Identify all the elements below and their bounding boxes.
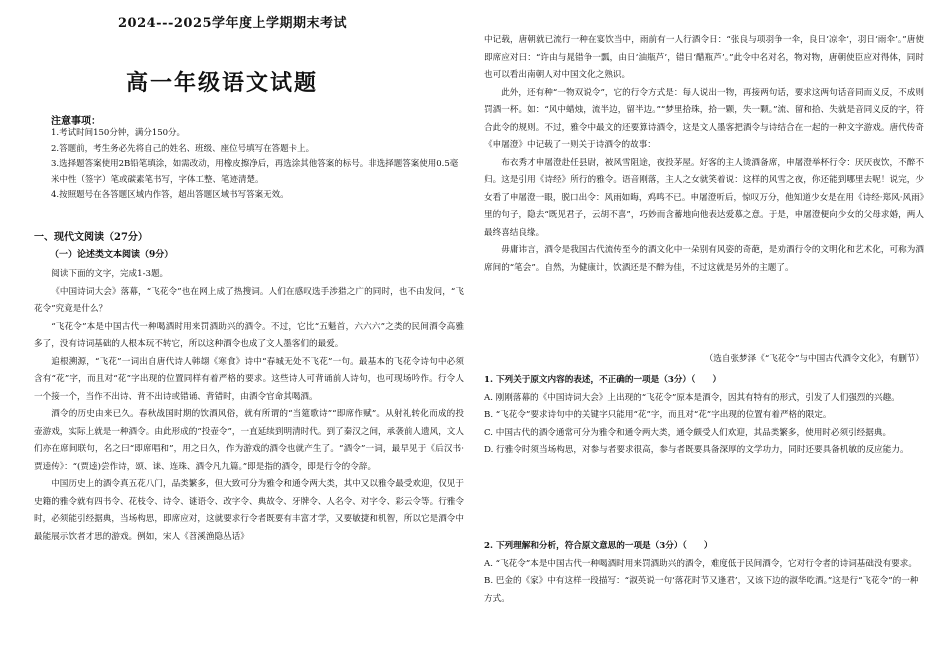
notice-list <box>51 126 461 204</box>
passage-source: （选自张梦泽《“飞花令”与中国古代酒令文化》，有删节） <box>704 354 924 364</box>
question-option: B. 巴金的《家》中有这样一段描写：“淑英说一句‘落花时节又逢君’，又该下边的淑华吃酒。”这是行“飞花令”的一种方式。 <box>484 576 919 604</box>
question-option: A. 刚刚落幕的《中国诗词大会》上出现的“飞花令”原本是酒令，因其有特有的形式，引发了人们强烈的兴趣。 <box>484 392 900 403</box>
passage-paragraph: 酒令的历史由来已久。春秋战国时期的饮酒风俗，就有所谓的“当筵歌诗”“即席作赋”。从射礼转化而成的投壶游戏，实际上就是一种酒令。由此形成的“投壶令”，一直延续到明清时代。到了秦汉之间，承袭前人遗风，文人们亦在席间联句，名之曰“即席唱和”，用之日久，作为游戏的酒令也就产生了。“酒令”一词，最早见于《后汉书·贾逵传》：“(贾逵)尝作诗，颂、诔、连珠、酒令凡九篇。”即是指的酒令，即是行令的令辞。 <box>34 409 464 472</box>
notice-item: 4.按照题号在各答题区域内作答，超出答题区域书写答案无效。 <box>51 190 289 200</box>
subsection-title: （一）论述类文本阅读（9分） <box>50 250 174 260</box>
question-1 <box>484 372 924 460</box>
question-option: D. 行雅令时须当场构思，对参与者要求很高，参与者既要具备深厚的文学功力，同时还要具备机敏的反应能力。 <box>484 445 909 455</box>
passage-paragraph: 阅读下面的文字，完成1-3题。 <box>51 269 169 279</box>
passage-paragraph: 毋庸讳言，酒令是我国古代流传至今的酒文化中一朵别有风姿的奇葩，是劝酒行令的文明化和艺术化，可称为酒席间的“笔会”。自然，为健康计，饮酒还是不醉为佳，不过这就是另外的主题了。 <box>484 245 924 273</box>
reading-passage-left <box>34 266 464 546</box>
passage-paragraph: “飞花令”本是中国古代一种喝酒时用来罚酒助兴的酒令。不过，它比“五魁首，六六六”之类的民间酒令高雅多了，没有诗词基础的人根本玩不转它，所以这种酒令也成了文人墨客们的最爱。 <box>34 321 464 349</box>
exam-header: 2024---2025学年度上学期期末考试 <box>118 16 348 31</box>
question-option: C. 中国古代的酒令通常可分为雅令和通令两大类，通令颇受人们欢迎，其品类繁多，使用时必须引经据典。 <box>484 427 892 438</box>
notice-item: 1.考试时间150分钟，满分150分。 <box>51 128 186 138</box>
question-option: B. “飞花令”要求诗句中的关键字只能用“花”字，而且对“花”字出现的位置有着严格的限定。 <box>484 410 832 420</box>
exam-title: 高一年级语文试题 <box>126 70 319 96</box>
passage-paragraph: 中记载，唐朝就已流行一种在宴饮当中，雨前有一人行酒令日：“张良与项羽争一伞，良日‘凉伞’，羽日‘雨伞’。”唐使即席应对曰：“许由与晁错争一瓢，由日‘油瓶芦’，错日‘醋瓶芦’。”此令中名对名，物对物，唐朝使臣应对得体，同时也可以看出南朝人对中国文化之熟识。 <box>484 35 924 80</box>
notice-item: 2.答题前，考生务必先将自己的姓名、班级、座位号填写在答题卡上。 <box>51 143 315 154</box>
reading-passage-right <box>484 32 924 277</box>
passage-paragraph: 追根溯源，“飞花”一词出自唐代诗人韩翃《寒食》诗中“春城无处不飞花”一句。最基本的飞花令诗句中必须含有“花”字，而且对“花”字出现的位置同样有着严格的要求。这些诗人可背诵前人诗句，也可现场吟作。行令人一个接一个，当作不出诗、背不出诗或错诵、背错时，由酒令官命其喝酒。 <box>34 356 464 402</box>
notice-title: 注意事项： <box>51 116 101 127</box>
question-stem: 2. 下列理解和分析，符合原文意思的一项是（3分）（ ） <box>484 541 713 551</box>
passage-paragraph: 中国历史上的酒令真五花八门，品类繁多，但大致可分为雅令和通令两大类，其中又以雅令最受欢迎，仅见于史籍的雅令就有四书令、花枝令、诗令、谜语令、改字令、典故令、牙牌令、人名令、对字令、彩云令等。行雅令时，必须能引经据典，当场构思，即席应对，这就要求行令者既要有丰富才学，又要敏捷和机智，所以它是酒令中最能展示饮者才思的游戏。例如，宋人《苕溪渔隐丛话》 <box>34 479 464 542</box>
question-2 <box>484 538 924 608</box>
section-title: 一、现代文阅读（27分） <box>34 232 148 243</box>
question-option: A. “飞花令”本是中国古代一种喝酒时用来罚酒助兴的酒令，难度低于民间酒令，它对行令者的诗词基础没有要求。 <box>484 558 917 569</box>
passage-paragraph: 布衣秀才申屠澄赴任县尉，被风雪阻途，夜投茅屋。好客的主人烫酒备席，申屠澄举杯行令：厌厌夜饮，不醉不归。这是引用《诗经》所行的雅令。语音刚落，主人之女就笑着说：这样的风雪之夜，你还能到哪里去呢！说完，少女看了申屠澄一眼，脱口出令：风雨如晦，鸡鸣不已。申屠澄听后，惊叹万分，他知道少女是在用《诗经·郑风·风雨》里的句子，隐去“既见君子，云胡不喜”，巧妙而含蓄地向他表达爱慕之意。于是，申屠澄便向少女的父母求婚，两人最终喜结良缘。 <box>484 157 924 238</box>
passage-paragraph: 《中国诗词大会》落幕，“飞花令”也在网上成了热搜词。人们在感叹选手涉猎之广的同时，也不由发问，“飞花令”究竟是什么？ <box>34 286 464 314</box>
notice-item: 3.选择题答案使用2B铅笔填涂，如需改动，用橡皮擦净后，再选涂其他答案的标号。非选择题答案使用0.5毫米中性（签字）笔或碳素笔书写，字体工整、笔迹清楚。 <box>51 159 459 185</box>
question-stem: 1. 下列关于原文内容的表述，不正确的一项是（3分）（ ） <box>484 375 722 385</box>
passage-paragraph: 此外，还有种“一物双说令”，它的行令方式是：每人说出一物，再接两句话，要求这两句话音同而义反，不成则罚酒一杯。如：“风中蜡烛，流半边，留半边。”“梦里拾珠，拾一颗，失一颗。”流、留和拾、失就是音同义反的字，符合此令的规则。不过，雅令中最文的还要算诗酒令，这是文人墨客把酒令与诗结合在一起的一种文字游戏。唐代传奇《申屠澄》中记载了一则关于诗酒令的故事： <box>484 87 924 150</box>
